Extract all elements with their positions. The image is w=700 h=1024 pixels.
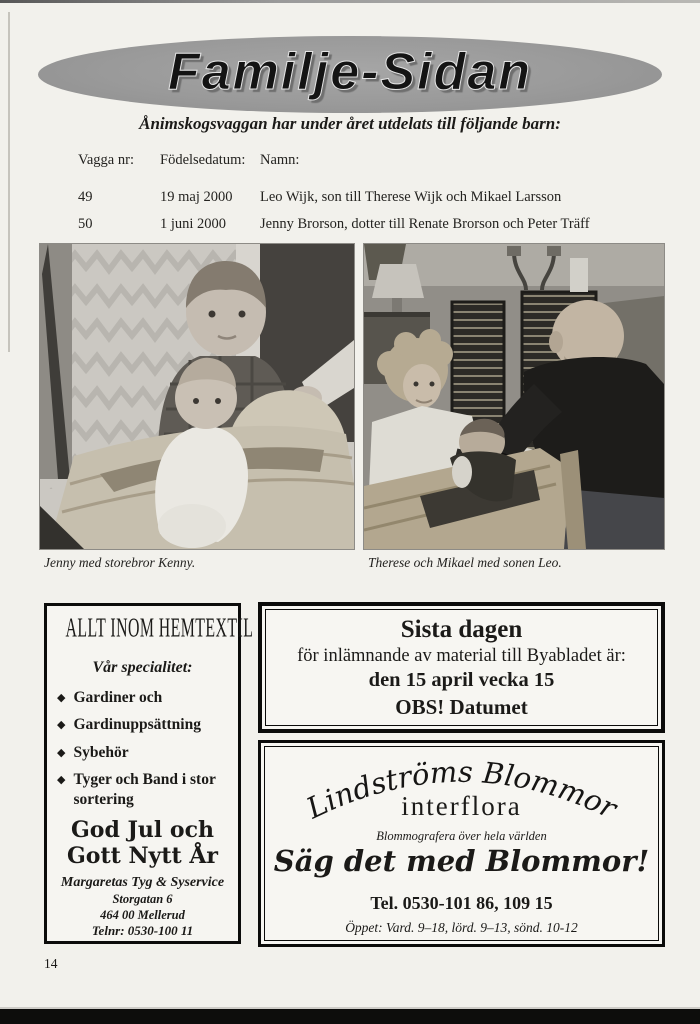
greeting-line-1: God Jul och <box>71 816 214 843</box>
table-row-2-name: Jenny Brorson, dotter till Renate Brorson och Peter Träff <box>260 216 590 232</box>
list-item <box>57 743 230 762</box>
florist-name: Lindströms Blommor <box>301 754 622 826</box>
photo-jenny-illustration <box>40 244 354 549</box>
list-item-label: Gardiner och <box>73 689 163 706</box>
hemtextil-company: Margaretas Tyg & Syservice <box>60 874 225 890</box>
list-item <box>57 770 230 809</box>
table-row-1-date: 19 maj 2000 <box>160 189 233 205</box>
deadline-line-3: OBS! Datumet <box>395 695 528 720</box>
hemtextil-subtitle: Vår specialitet: <box>92 659 193 676</box>
florist-slogan: Säg det med Blommor! <box>273 844 650 878</box>
photo-leo-illustration <box>364 244 664 549</box>
hemtextil-street: Storgatan 6 <box>112 891 173 906</box>
column-header-namn: Namn: <box>260 152 300 168</box>
scan-top-edge <box>0 0 700 3</box>
photo-caption-jenny: Jenny med storebror Kenny. <box>44 555 196 570</box>
list-item <box>57 688 230 707</box>
florist-tagline: Blommografera över hela världen <box>376 829 547 843</box>
hemtextil-title: ALLT INOM HEMTEXTIL <box>65 611 254 643</box>
list-item <box>57 715 230 734</box>
hemtextil-phone: Telnr: 0530-100 11 <box>91 923 194 939</box>
photo-jenny-kenny <box>40 244 354 549</box>
table-row-1-name: Leo Wijk, son till Therese Wijk och Mikael Larsson <box>260 189 562 205</box>
ad-hemtextil <box>44 603 254 944</box>
florist-phone: Tel. 0530-101 86, 109 15 <box>370 893 553 913</box>
greeting-line-2: Gott Nytt År <box>67 843 218 870</box>
diamond-bullet-icon: ◆ <box>57 691 66 704</box>
table-row-2-nr: 50 <box>78 216 93 232</box>
florist-hours: Öppet: Vard. 9–18, lörd. 9–13, sönd. 10-12 <box>345 920 578 935</box>
intro-text: Ånimskogsvaggan har under året utdelats till följande barn: <box>139 114 561 133</box>
ad-deadline-notice <box>258 602 665 733</box>
ad-florist <box>258 740 665 947</box>
masthead-ellipse <box>38 36 662 113</box>
diamond-bullet-icon: ◆ <box>57 745 66 759</box>
interflora-logo-text: interflora <box>401 791 522 821</box>
deadline-line-2: den 15 april vecka 15 <box>368 669 555 692</box>
greeting-blackletter <box>55 817 230 870</box>
diamond-bullet-icon: ◆ <box>57 773 66 787</box>
list-item-label: Tyger och Band i stor sortering <box>73 771 216 808</box>
florist-inner-border <box>264 746 659 941</box>
hemtextil-list <box>57 688 230 809</box>
table-row-2-date: 1 juni 2000 <box>160 216 227 232</box>
page-number: 14 <box>44 956 58 971</box>
deadline-line-1: för inlämnande av material till Byabladet är: <box>297 646 626 667</box>
hemtextil-city: 464 00 Mellerud <box>100 907 185 922</box>
deadline-inner-border <box>265 609 658 726</box>
photo-caption-leo: Therese och Mikael med sonen Leo. <box>368 555 562 570</box>
list-item-label: Gardinuppsättning <box>73 716 201 734</box>
page-title: Familje-Sidan <box>167 42 533 101</box>
scan-bottom-band <box>0 1009 700 1024</box>
table-row-1-nr: 49 <box>78 189 93 205</box>
column-header-vagga-nr: Vagga nr: <box>78 152 134 168</box>
scan-left-line <box>8 12 10 352</box>
column-header-fodelsedatum: Födelsedatum: <box>160 152 246 168</box>
photo-therese-mikael-leo <box>364 244 664 549</box>
list-item-label: Sybehör <box>73 743 129 761</box>
deadline-title: Sista dagen <box>400 615 523 643</box>
diamond-bullet-icon: ◆ <box>57 718 66 732</box>
